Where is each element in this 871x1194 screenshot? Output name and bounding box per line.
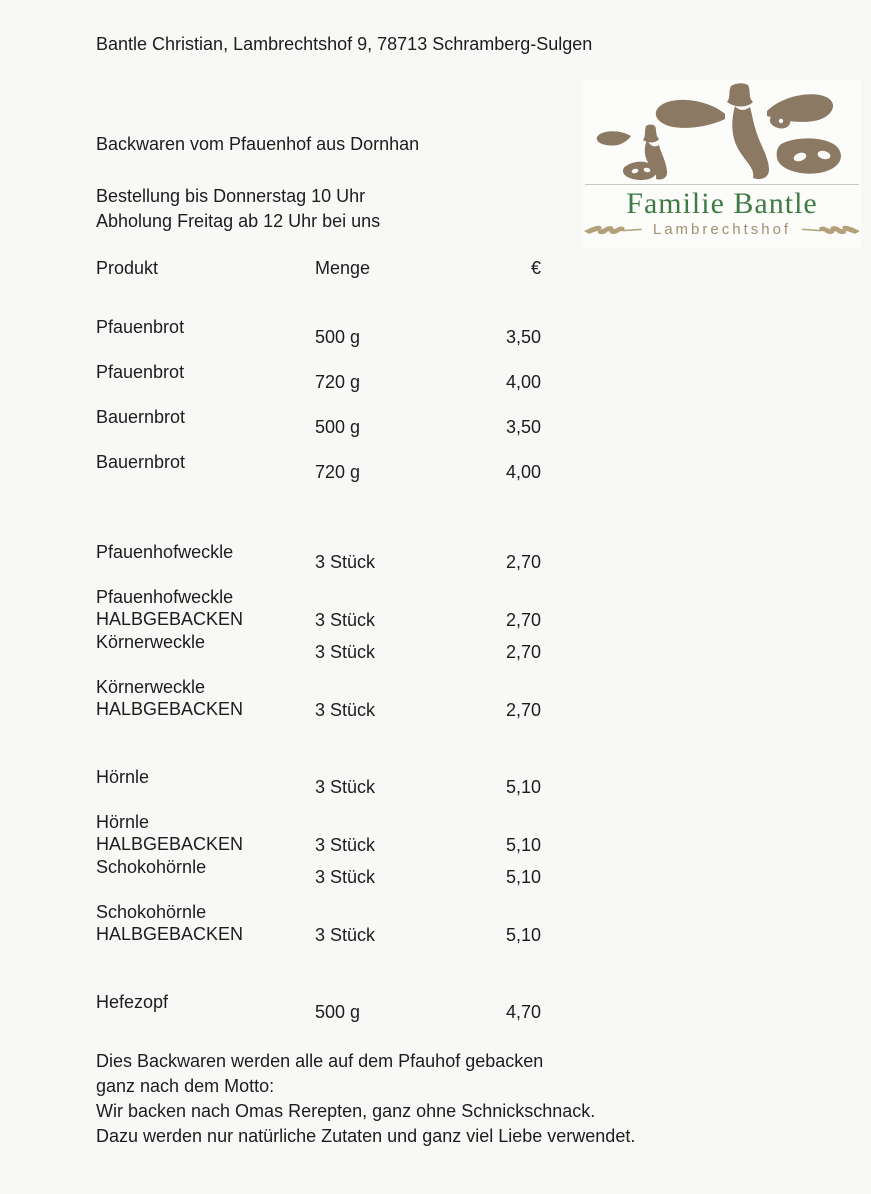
product-name bbox=[96, 811, 315, 856]
logo-subtitle: Lambrechtshof bbox=[652, 221, 792, 238]
product-quantity: 720 g bbox=[315, 372, 361, 392]
product-quantity: 3 Stück bbox=[315, 777, 376, 797]
product-name-line2: HALBGEBACKEN bbox=[96, 924, 244, 944]
product-name bbox=[96, 361, 315, 406]
product-quantity: 3 Stück bbox=[315, 835, 376, 855]
product-name bbox=[96, 316, 315, 361]
product-name bbox=[96, 856, 315, 901]
table-row bbox=[96, 811, 546, 856]
table-row bbox=[96, 766, 546, 811]
product-name bbox=[96, 676, 315, 721]
product-table bbox=[96, 257, 546, 1036]
product-name-line1: Pfauenhofweckle bbox=[96, 587, 234, 607]
product-name-line1: Bauernbrot bbox=[96, 452, 186, 472]
table-row bbox=[96, 991, 546, 1036]
product-name bbox=[96, 766, 315, 811]
product-price: 3,50 bbox=[505, 327, 541, 347]
footer-line: Dies Backwaren werden alle auf dem Pfauhof gebacken bbox=[96, 1051, 544, 1071]
product-price: 5,10 bbox=[505, 777, 541, 797]
product-name-line2: HALBGEBACKEN bbox=[96, 699, 244, 719]
product-quantity: 500 g bbox=[315, 1002, 361, 1022]
product-price: 2,70 bbox=[505, 700, 541, 720]
product-price: 2,70 bbox=[505, 552, 541, 572]
intro-title: Backwaren vom Pfauenhof aus Dornhan bbox=[96, 134, 420, 154]
table-row bbox=[96, 451, 546, 496]
logo-title: Familie Bantle bbox=[626, 187, 818, 220]
order-info bbox=[96, 184, 380, 234]
product-name-line1: Körnerweckle bbox=[96, 632, 206, 652]
product-quantity: 3 Stück bbox=[315, 642, 376, 662]
table-row bbox=[96, 676, 546, 721]
table-row bbox=[96, 406, 546, 451]
product-name-line1: Pfauenbrot bbox=[96, 362, 185, 382]
product-name-line1: Hefezopf bbox=[96, 992, 169, 1012]
product-name-line1: Schokohörnle bbox=[96, 902, 207, 922]
table-row bbox=[96, 856, 546, 901]
product-name bbox=[96, 631, 315, 676]
product-group bbox=[96, 541, 546, 721]
product-name bbox=[96, 406, 315, 451]
product-name-line1: Hörnle bbox=[96, 767, 150, 787]
cow-and-calf-icon bbox=[583, 80, 861, 182]
product-quantity: 3 Stück bbox=[315, 700, 376, 720]
footer-line: Dazu werden nur natürliche Zutaten und ganz viel Liebe verwendet. bbox=[96, 1126, 636, 1146]
product-name bbox=[96, 991, 315, 1036]
product-quantity: 3 Stück bbox=[315, 867, 376, 887]
product-table-body bbox=[96, 316, 546, 1036]
product-price: 2,70 bbox=[505, 610, 541, 630]
product-name-line1: Pfauenbrot bbox=[96, 317, 185, 337]
product-price: 4,00 bbox=[505, 372, 541, 392]
table-row bbox=[96, 316, 546, 361]
footer-note bbox=[96, 1049, 635, 1149]
table-row bbox=[96, 541, 546, 586]
wheat-ear-icon bbox=[583, 222, 644, 238]
product-price: 4,70 bbox=[505, 1002, 541, 1022]
product-name-line1: Bauernbrot bbox=[96, 407, 186, 427]
table-row bbox=[96, 631, 546, 676]
logo-divider bbox=[585, 184, 859, 185]
table-row bbox=[96, 586, 546, 631]
product-quantity: 500 g bbox=[315, 417, 361, 437]
product-group bbox=[96, 766, 546, 946]
product-price: 4,00 bbox=[505, 462, 541, 482]
product-name-line1: Körnerweckle bbox=[96, 677, 206, 697]
table-row bbox=[96, 901, 546, 946]
product-name-line1: Hörnle bbox=[96, 812, 150, 832]
product-group bbox=[96, 991, 546, 1036]
product-group bbox=[96, 316, 546, 496]
header-price: € bbox=[530, 258, 541, 278]
product-name bbox=[96, 541, 315, 586]
order-deadline-line: Bestellung bis Donnerstag 10 Uhr bbox=[96, 186, 366, 206]
product-quantity: 500 g bbox=[315, 327, 361, 347]
table-row bbox=[96, 361, 546, 406]
product-name bbox=[96, 901, 315, 946]
product-name-line1: Schokohörnle bbox=[96, 857, 207, 877]
product-price: 2,70 bbox=[505, 642, 541, 662]
product-price: 3,50 bbox=[505, 417, 541, 437]
product-name bbox=[96, 451, 315, 496]
pickup-line: Abholung Freitag ab 12 Uhr bei uns bbox=[96, 211, 381, 231]
product-name bbox=[96, 586, 315, 631]
table-header bbox=[96, 257, 546, 278]
product-quantity: 720 g bbox=[315, 462, 361, 482]
sender-line: Bantle Christian, Lambrechtshof 9, 78713 Schramberg-Sulgen bbox=[96, 34, 593, 54]
product-name-line2: HALBGEBACKEN bbox=[96, 609, 244, 629]
header-product: Produkt bbox=[96, 258, 159, 278]
product-price: 5,10 bbox=[505, 867, 541, 887]
wheat-ear-icon bbox=[800, 222, 861, 238]
product-quantity: 3 Stück bbox=[315, 610, 376, 630]
product-name-line1: Pfauenhofweckle bbox=[96, 542, 234, 562]
product-price: 5,10 bbox=[505, 925, 541, 945]
product-name-line2: HALBGEBACKEN bbox=[96, 834, 244, 854]
product-quantity: 3 Stück bbox=[315, 925, 376, 945]
footer-line: Wir backen nach Omas Rerepten, ganz ohne Schnickschnack. bbox=[96, 1101, 596, 1121]
farm-logo bbox=[583, 80, 861, 248]
product-price: 5,10 bbox=[505, 835, 541, 855]
product-quantity: 3 Stück bbox=[315, 552, 376, 572]
header-quantity: Menge bbox=[315, 258, 371, 278]
footer-line: ganz nach dem Motto: bbox=[96, 1076, 275, 1096]
